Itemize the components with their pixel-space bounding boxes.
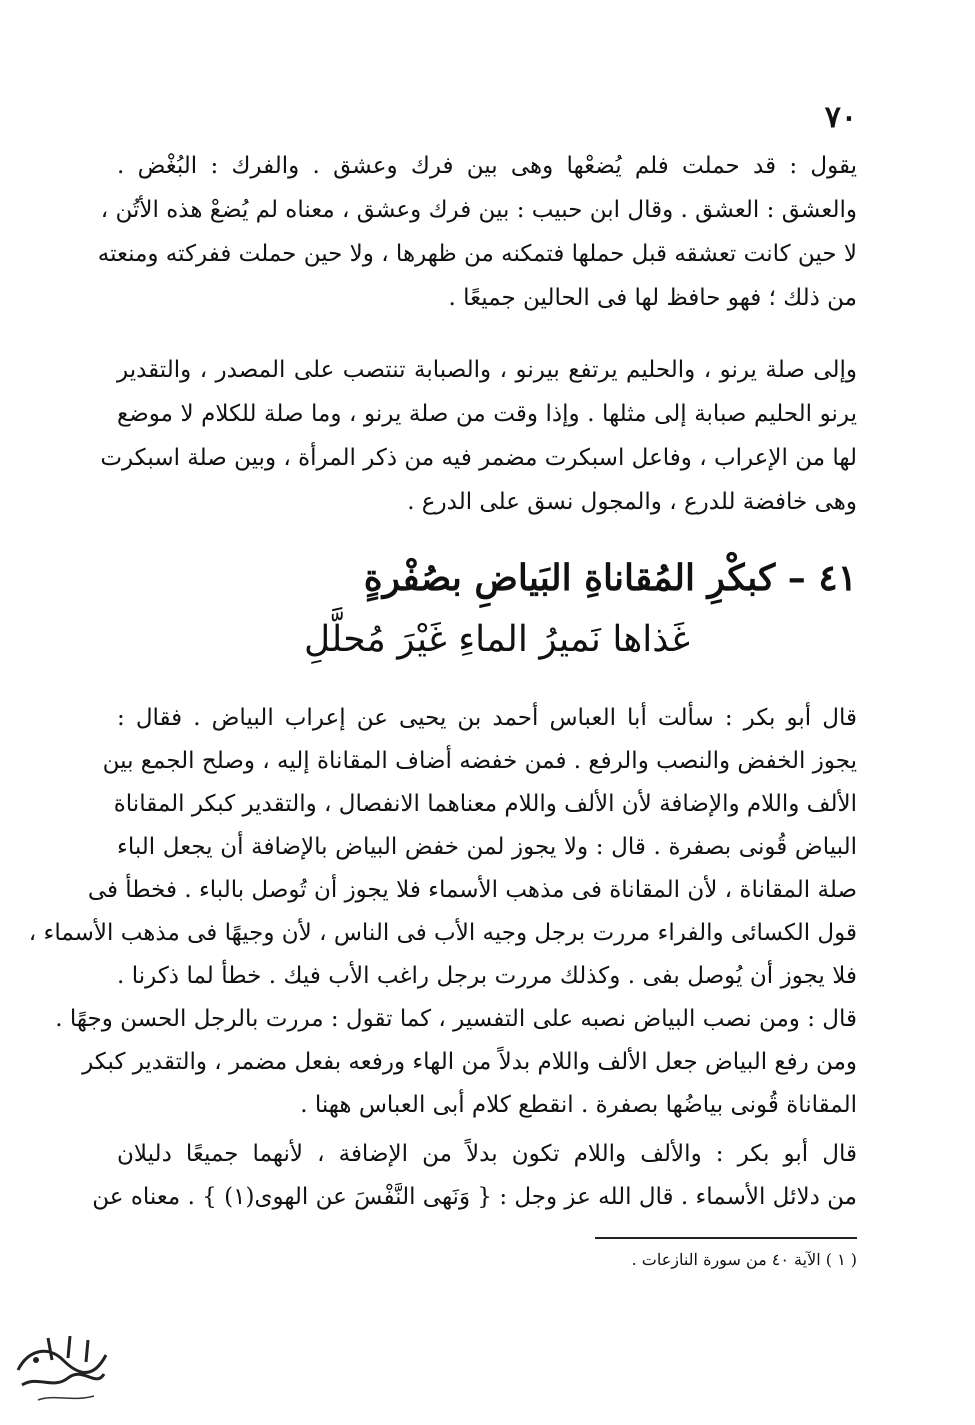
paragraph-3-line-6: قول الكسائى والفراء مررت برجل وجيه الأب فى الناس ، لأن وجيهًا فى مذهب الأسماء ،: [28, 920, 857, 946]
verse-first-hemistich: كبكْرِ المُقاناةِ البَياضِ بصُفْرةٍ: [363, 557, 776, 599]
paragraph-1-line-4: من ذلك ؛ فهو حافظ لها فى الحالين جميعًا .: [448, 285, 857, 311]
paragraph-2-line-2: يرنو الحليم صبابة إلى مثلها . وإذا وقت من صلة يرنو ، وما صلة للكلام لا موضع: [117, 401, 857, 427]
paragraph-3-line-2: يجوز الخفض والنصب والرفع . فمن خفضه أضاف المقاناة إليه ، وصلح الجمع بين: [102, 748, 857, 774]
paragraph-2-line-4: وهى خافضة للدرع ، والمجول نسق على الدرع .: [407, 489, 857, 515]
paragraph-2-line-1: وإلى صلة يرنو ، والحليم يرتفع بيرنو ، والصبابة تنتصب على المصدر ، والتقدير: [117, 357, 857, 383]
watermark-stamp-logo: [8, 1330, 114, 1412]
paragraph-4-line-2: من دلائل الأسماء . قال الله عز وجل : { وَنَهى النَّفْسَ عن الهوى(١) } . معناه عن: [92, 1184, 857, 1210]
paragraph-3-line-8: قال : ومن نصب البياض نصبه على التفسير ، كما تقول : مررت بالرجل الحسن وجهًا .: [55, 1006, 857, 1032]
verse-line-1: [364, 553, 857, 603]
footnote: ( ١ ) الآية ٤٠ من سورة النازعات .: [631, 1250, 857, 1269]
paragraph-3-line-4: البياض قُونى بصفرة . قال : ولا يجوز لمن خفض البياض بالإضافة أن يجعل الباء: [117, 834, 857, 860]
paragraph-2-line-3: لها من الإعراب ، وفاعل اسبكرت مضمر فيه من ذكر المرأة ، وبين صلة اسبكرت: [100, 445, 857, 471]
paragraph-3-line-3: الألف واللام والإضافة لأن الألف واللام معناهما الانفصال ، والتقدير كبكر المقاناة: [113, 791, 857, 817]
paragraph-1-line-3: لا حين كانت تعشقه قبل حملها فتمكنه من ظهرها ، ولا حين حملت ففركته ومنعته: [97, 241, 857, 267]
paragraph-3-line-9: ومن رفع البياض جعل الألف واللام بدلاً من الهاء ورفعه بفعل مضمر ، والتقدير كبكر: [82, 1049, 857, 1075]
footnote-divider: [595, 1237, 857, 1239]
paragraph-3-line-1: قال أبو بكر : سألت أبا العباس أحمد بن يحيى عن إعراب البياض . فقال :: [117, 705, 857, 731]
paragraph-3-line-7: فلا يجوز أن يُوصل بفى . وكذلك مررت برجل راغب الأب فيك . خطأ لما ذكرنا .: [117, 963, 857, 989]
paragraph-3-line-5: صلة المقاناة ، لأن المقاناة فى مذهب الأسماء فلا يجوز أن تُوصل بالباء . فخطأ فى: [87, 877, 857, 903]
page-number: ٧٠: [824, 100, 857, 135]
paragraph-3-line-10: المقاناة قُونى بياضُها بصفرة . انقطع كلام أبى العباس ههنا .: [300, 1092, 857, 1118]
verse-line-2: غَذاها نَميرُ الماءِ غَيْرَ مُحلَّلِ: [304, 619, 690, 660]
paragraph-4-line-1: قال أبو بكر : والألف واللام تكون بدلاً من الإضافة ، لأنهما جميعًا دليلان: [117, 1141, 857, 1167]
paragraph-1-line-2: والعشق : العشق . وقال ابن حبيب : بين فرك وعشق ، معناه لم يُضعْ هذه الأتُن ،: [100, 197, 857, 223]
verse-number: ٤١ –: [787, 557, 857, 599]
paragraph-1-line-1: يقول : قد حملت فلم يُضعْها وهى بين فرك وعشق . والفرك : البُغْض .: [117, 153, 857, 179]
